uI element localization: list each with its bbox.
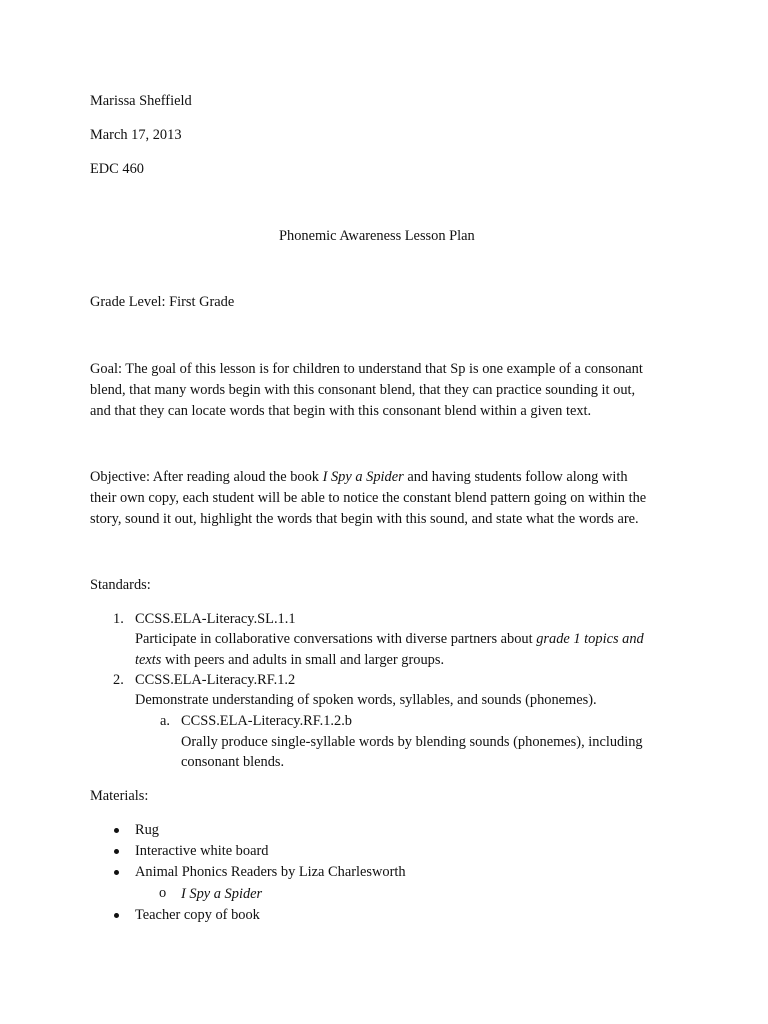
- list-number: 2.: [113, 672, 124, 688]
- objective-line: their own copy, each student will be able to notice the constant blend pattern going on within the: [90, 490, 647, 506]
- goal-line: blend, that many words begin with this consonant blend, that they can practice sounding it out,: [90, 382, 636, 398]
- material-item: Rug: [135, 822, 159, 838]
- materials-heading: Materials:: [90, 788, 149, 804]
- goal-paragraph: [90, 359, 680, 422]
- substandard-description: Orally produce single-syllable words by blending sounds (phonemes), including: [181, 734, 643, 750]
- author-name: Marissa Sheffield: [90, 93, 192, 109]
- document-title: Phonemic Awareness Lesson Plan: [279, 228, 475, 244]
- list-number: 1.: [113, 611, 124, 627]
- bullet-icon: [114, 849, 119, 854]
- bullet-icon: [114, 913, 119, 918]
- document-date: March 17, 2013: [90, 127, 182, 143]
- standard-code: CCSS.ELA-Literacy.SL.1.1: [135, 611, 296, 627]
- objective-line: Objective: After reading aloud the book I Spy a Spider and having students follow along with: [90, 469, 628, 485]
- goal-line: and that they can locate words that begin with this consonant blend within a given text.: [90, 403, 592, 419]
- sub-bullet-icon: o: [159, 885, 167, 901]
- book-title: I Spy a Spider: [322, 469, 404, 485]
- standards-heading: Standards:: [90, 577, 151, 593]
- bullet-icon: [114, 870, 119, 875]
- substandard-description: consonant blends.: [181, 754, 285, 770]
- course-code: EDC 460: [90, 161, 144, 177]
- material-item: Animal Phonics Readers by Liza Charlesworth: [135, 864, 406, 880]
- material-item: Teacher copy of book: [135, 907, 260, 923]
- material-item: Interactive white board: [135, 843, 269, 859]
- standard-description: texts with peers and adults in small and larger groups.: [135, 652, 445, 668]
- bullet-icon: [114, 828, 119, 833]
- standard-description: Demonstrate understanding of spoken words, syllables, and sounds (phonemes).: [135, 692, 597, 708]
- standard-description: Participate in collaborative conversations with diverse partners about grade 1 topics and: [135, 631, 644, 647]
- objective-paragraph: [90, 467, 680, 530]
- list-letter: a.: [160, 713, 170, 729]
- substandard-code: CCSS.ELA-Literacy.RF.1.2.b: [181, 713, 352, 729]
- material-subitem: I Spy a Spider: [181, 886, 263, 902]
- objective-line: story, sound it out, highlight the words that begin with this sound, and state what the words are.: [90, 511, 639, 527]
- goal-line: Goal: The goal of this lesson is for children to understand that Sp is one example of a consonant: [90, 361, 643, 377]
- grade-level: Grade Level: First Grade: [90, 294, 235, 310]
- standard-code: CCSS.ELA-Literacy.RF.1.2: [135, 672, 296, 688]
